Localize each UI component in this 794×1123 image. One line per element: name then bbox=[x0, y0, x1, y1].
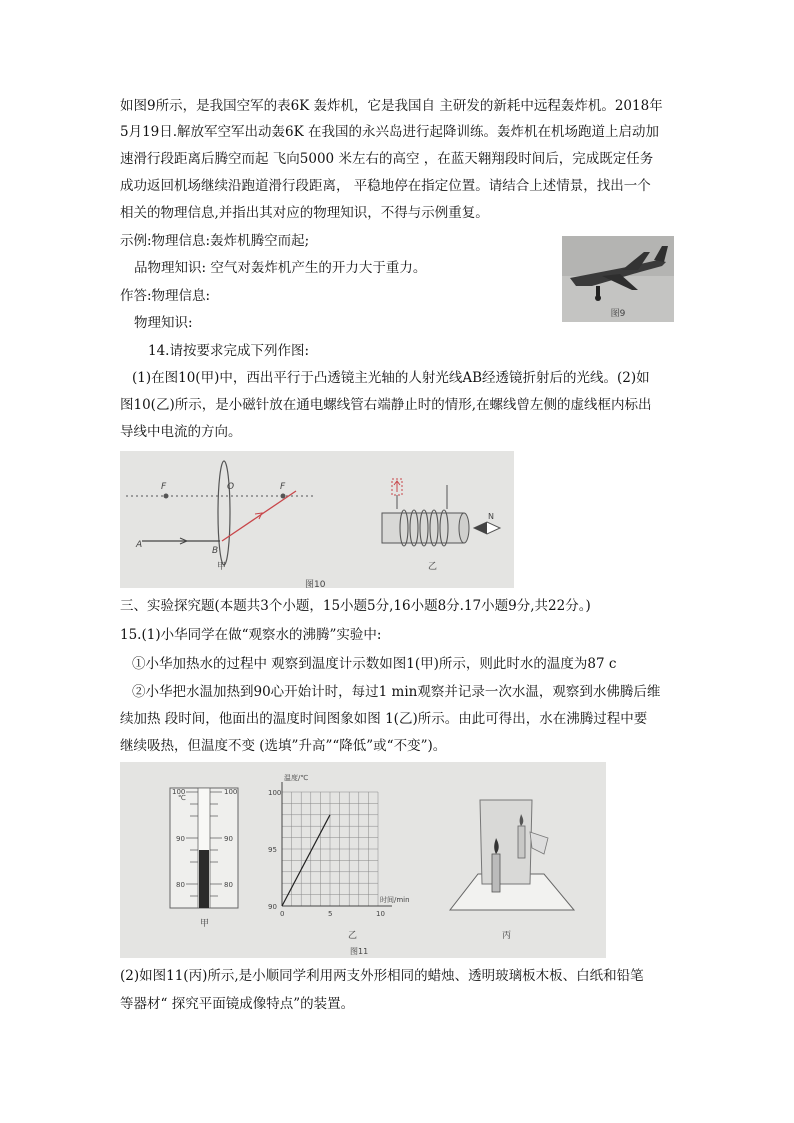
q13-line-5: 相关的物理信息,并指出其对应的物理知识，不得与示例重复。 bbox=[120, 205, 489, 221]
q13-line-4: 成功返回机场继续沿跑道滑行段距离， 平稳地停在指定位置。请结合上述情景，找出一个 bbox=[120, 178, 651, 194]
q14-line-2: 图10(乙)所示，是小磁针放在通电螺线管右端静止时的情形,在螺线曾左侧的虚线框内标出 bbox=[120, 397, 652, 413]
figure-9-bomber-photo bbox=[562, 236, 674, 322]
q13-answer-knowledge: 物理知识: bbox=[134, 315, 193, 331]
section-3-heading: 三、实验探究题(本题共3个小题，15小题5分,16小题8分.17小题9分,共22分。) bbox=[120, 598, 591, 614]
solenoid-core bbox=[382, 513, 464, 543]
thermo-tick-90-right: 90 bbox=[224, 835, 233, 843]
q13-line-2: 5月19日.解放军空军出动轰6K 在我国的永兴岛进行起降训练。轰炸机在机场跑道上启动加 bbox=[120, 124, 660, 140]
q15-item-2-line-3: 继续吸热，但温度不变 (选填”升高”“降低”或“不变”)。 bbox=[120, 738, 447, 754]
candle-back bbox=[518, 826, 525, 858]
q13-line-1: 如图9所示，是我国空军的表6K 轰炸机，它是我国自 主研发的新耗中远程轰炸机。2018年 bbox=[120, 98, 663, 114]
y-tick-label: 95 bbox=[268, 846, 277, 854]
mercury-column bbox=[199, 850, 209, 908]
x-tick-label: 5 bbox=[328, 910, 333, 918]
q15-part2-line-2: 等器材“ 探究平面镜成像特点”的装置。 bbox=[120, 996, 355, 1012]
thermo-tick-80-left: 80 bbox=[176, 881, 185, 889]
caption-fig10: 图10 bbox=[305, 580, 326, 588]
q14-title: 14.请按要求完成下列作图: bbox=[148, 343, 310, 359]
temperature-time-chart bbox=[268, 773, 410, 918]
thermo-tick-100-left: 100 bbox=[172, 788, 186, 796]
y-tick-label: 100 bbox=[268, 789, 282, 797]
refracted-ray bbox=[222, 491, 296, 541]
label-n: N bbox=[488, 512, 494, 521]
caption-yi-10: 乙 bbox=[428, 562, 438, 572]
thermo-tick-90-left: 90 bbox=[176, 835, 185, 843]
y-tick-label: 90 bbox=[268, 903, 277, 911]
x-axis-label: 时间/min bbox=[380, 896, 410, 904]
caption-yi-11: 乙 bbox=[348, 931, 358, 941]
figure-11 bbox=[120, 762, 606, 958]
caption-jia-10: 甲 bbox=[217, 562, 227, 572]
label-f-left: F bbox=[161, 482, 167, 492]
figure-10 bbox=[120, 451, 514, 588]
q13-line-3: 速滑行段距离后腾空而起 飞向5000 米左右的高空 ，在蓝天翱翔段时间后，完成既定任务 bbox=[120, 151, 654, 167]
q15-item-2-line-1: ②小华把水温加热到90心开始计时，每过1 min观察并记录一次水温，观察到水佛腾后维 bbox=[132, 684, 661, 700]
focal-point-left bbox=[164, 494, 169, 499]
label-f-right: F bbox=[280, 482, 286, 492]
thermo-tick-100-right: 100 bbox=[224, 788, 238, 796]
thermometer bbox=[170, 788, 238, 908]
x-tick-label: 0 bbox=[280, 910, 285, 918]
caption-jia-11: 甲 bbox=[200, 919, 210, 929]
label-o: O bbox=[227, 482, 235, 492]
needle-s-half bbox=[474, 522, 487, 534]
stand-clamp bbox=[530, 832, 548, 854]
q14-line-3: 导线中电流的方向。 bbox=[120, 424, 242, 440]
q15-part2-line-1: (2)如图11(丙)所示,是小顺同学利用两支外形相同的蜡烛、透明玻璃板木板、白纸和铅笔 bbox=[120, 968, 644, 984]
plane-mirror-apparatus bbox=[450, 800, 574, 910]
thermo-tick-80-right: 80 bbox=[224, 881, 233, 889]
solenoid-end bbox=[459, 513, 469, 543]
convex-lens bbox=[218, 461, 230, 565]
current-arrow-icon bbox=[394, 481, 400, 492]
q13-answer-info: 作答:物理信息: bbox=[120, 288, 211, 304]
candle-front bbox=[492, 854, 500, 892]
q13-example-knowledge: 品物理知识: 空气对轰炸机产生的开力大于重力。 bbox=[134, 260, 427, 276]
q14-line-1: (1)在图10(甲)中，西出平行于凸透镜主光轴的人射光线AB经透镜折射后的光线。(2)如 bbox=[132, 370, 650, 386]
q15-line-1: 15.(1)小华同学在做“观察水的沸腾”实验中: bbox=[120, 627, 382, 643]
q15-item-2-line-2: 续加热 段时间，他面出的温度时间图象如图 1(乙)所示。由此可得出，水在沸腾过程中要 bbox=[120, 711, 648, 727]
q13-example-info: 示例:物理信息:轰炸机腾空而起; bbox=[120, 233, 310, 249]
fig9-caption: 图9 bbox=[610, 309, 626, 319]
x-tick-label: 10 bbox=[376, 910, 385, 918]
label-a: A bbox=[136, 540, 143, 550]
caption-bing-11: 丙 bbox=[502, 931, 512, 941]
thermo-unit: ℃ bbox=[178, 794, 186, 802]
focal-point-right bbox=[281, 494, 286, 499]
label-b: B bbox=[212, 546, 219, 556]
q15-item-1: ①小华加热水的过程中 观察到温度计示数如图1(甲)所示，则此时水的温度为87 c bbox=[132, 656, 617, 672]
bomber-silhouette bbox=[562, 236, 674, 322]
caption-fig11: 图11 bbox=[350, 947, 369, 956]
y-axis-label: 温度/℃ bbox=[284, 774, 309, 782]
